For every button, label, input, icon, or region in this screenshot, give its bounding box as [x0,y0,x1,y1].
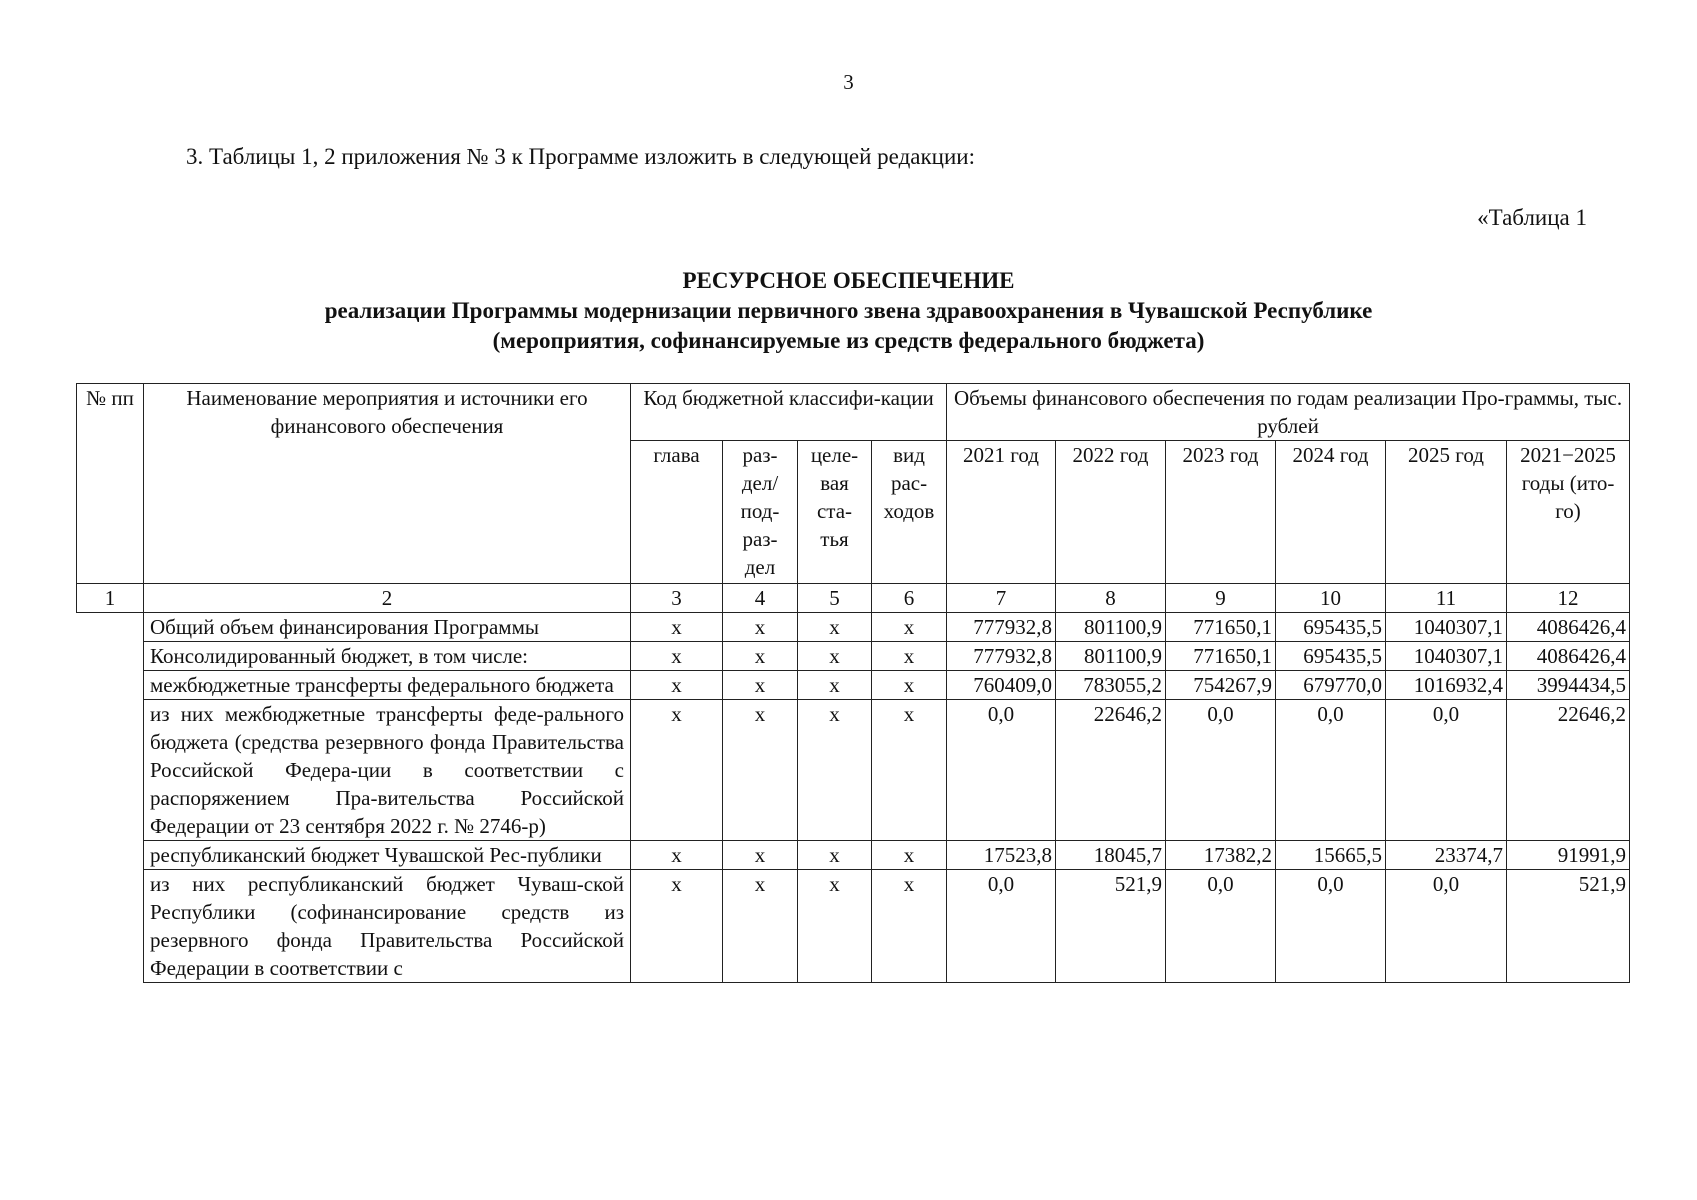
column-number: 4 [723,584,798,613]
row-name: из них республиканский бюджет Чуваш-ской Республики (софинансирование средств из резервного фонда Правительства Российской Федерации в соответствии с [144,870,631,983]
row-num [77,671,144,700]
row-code-glava: x [631,870,723,983]
table-row [77,671,1630,700]
row-code-statya: x [798,870,872,983]
row-code-glava: x [631,642,723,671]
row-num [77,642,144,671]
column-number: 1 [77,584,144,613]
row-code-vid: x [872,613,947,642]
title-line-1: РЕСУРСНОЕ ОБЕСПЕЧЕНИЕ [682,268,1015,293]
row-value-2023: 754267,9 [1166,671,1276,700]
row-value-2021: 17523,8 [947,841,1056,870]
row-name: межбюджетные трансферты федерального бюджета [144,671,631,700]
column-number: 2 [144,584,631,613]
table-row [77,870,1630,983]
column-number: 10 [1276,584,1386,613]
row-code-glava: x [631,671,723,700]
row-value-2025: 1016932,4 [1386,671,1507,700]
header-funding-group: Объемы финансового обеспечения по годам реализации Про-граммы, тыс. рублей [947,384,1630,441]
row-value-2021: 777932,8 [947,613,1056,642]
row-name: республиканский бюджет Чувашской Рес-публики [144,841,631,870]
header-num: № пп [77,384,144,584]
row-value-total: 3994434,5 [1507,671,1630,700]
row-code-glava: x [631,841,723,870]
header-code-group: Код бюджетной классифи-кации [631,384,947,441]
row-value-total: 91991,9 [1507,841,1630,870]
row-code-vid: x [872,700,947,841]
row-code-vid: x [872,870,947,983]
header-2024: 2024 год [1276,441,1386,584]
row-value-2025: 1040307,1 [1386,613,1507,642]
row-value-2022: 521,9 [1056,870,1166,983]
column-number: 8 [1056,584,1166,613]
row-value-2024: 695435,5 [1276,642,1386,671]
header-vid: вид рас-ходов [872,441,947,584]
row-value-total: 4086426,4 [1507,613,1630,642]
row-code-vid: x [872,642,947,671]
row-code-razdel: x [723,870,798,983]
row-num [77,870,144,983]
row-name: Консолидированный бюджет, в том числе: [144,642,631,671]
row-value-2023: 0,0 [1166,700,1276,841]
row-value-2022: 22646,2 [1056,700,1166,841]
header-statya: целе-вая ста-тья [798,441,872,584]
resource-table [76,383,1630,983]
row-code-statya: x [798,613,872,642]
row-code-statya: x [798,671,872,700]
row-value-2022: 801100,9 [1056,613,1166,642]
row-value-total: 22646,2 [1507,700,1630,841]
row-value-2024: 0,0 [1276,870,1386,983]
row-value-total: 521,9 [1507,870,1630,983]
table-row [77,700,1630,841]
column-number: 11 [1386,584,1507,613]
column-number: 3 [631,584,723,613]
row-num [77,700,144,841]
row-code-razdel: x [723,841,798,870]
row-name: Общий объем финансирования Программы [144,613,631,642]
row-value-2025: 0,0 [1386,870,1507,983]
row-code-vid: x [872,841,947,870]
document-title [0,266,1697,356]
row-code-vid: x [872,671,947,700]
intro-paragraph: 3. Таблицы 1, 2 приложения № 3 к Программе изложить в следующей редакции: [186,144,975,169]
row-code-glava: x [631,613,723,642]
row-code-razdel: x [723,613,798,642]
row-code-razdel: x [723,642,798,671]
header-razdel: раз-дел/под-раз-дел [723,441,798,584]
table-row [77,642,1630,671]
column-number: 5 [798,584,872,613]
table-label: «Таблица 1 [1477,205,1587,230]
row-code-statya: x [798,700,872,841]
row-name: из них межбюджетные трансферты феде-рального бюджета (средства резервного фонда Правительства Российской Федера-ции в соответствии с распоряжением Пра-вительства Российской Федерации от 23 сентября 2022 г. № 2746-р) [144,700,631,841]
row-value-2025: 1040307,1 [1386,642,1507,671]
header-2023: 2023 год [1166,441,1276,584]
header-glava: глава [631,441,723,584]
header-row-1 [77,384,1630,441]
column-number: 7 [947,584,1056,613]
column-number: 12 [1507,584,1630,613]
column-number-row [77,584,1630,613]
title-line-2: реализации Программы модернизации первичного звена здравоохранения в Чувашской Республике [324,298,1373,323]
header-2022: 2022 год [1056,441,1166,584]
row-value-2024: 679770,0 [1276,671,1386,700]
row-value-2024: 695435,5 [1276,613,1386,642]
row-value-2025: 23374,7 [1386,841,1507,870]
page-number: 3 [843,70,854,94]
row-value-2023: 0,0 [1166,870,1276,983]
table-row [77,841,1630,870]
row-code-razdel: x [723,671,798,700]
column-number: 9 [1166,584,1276,613]
row-code-statya: x [798,841,872,870]
row-value-2023: 17382,2 [1166,841,1276,870]
row-value-2021: 0,0 [947,700,1056,841]
row-num [77,841,144,870]
table-row [77,613,1630,642]
row-value-2024: 0,0 [1276,700,1386,841]
row-code-glava: x [631,700,723,841]
row-value-2021: 760409,0 [947,671,1056,700]
header-total: 2021−2025 годы (ито-го) [1507,441,1630,584]
row-value-total: 4086426,4 [1507,642,1630,671]
row-value-2024: 15665,5 [1276,841,1386,870]
row-value-2023: 771650,1 [1166,613,1276,642]
header-2025: 2025 год [1386,441,1507,584]
row-value-2021: 777932,8 [947,642,1056,671]
row-value-2022: 801100,9 [1056,642,1166,671]
row-code-razdel: x [723,700,798,841]
row-value-2023: 771650,1 [1166,642,1276,671]
title-line-3: (мероприятия, софинансируемые из средств федерального бюджета) [492,328,1205,353]
row-value-2025: 0,0 [1386,700,1507,841]
row-value-2021: 0,0 [947,870,1056,983]
header-name: Наименование мероприятия и источники его финансового обеспечения [144,384,631,584]
row-value-2022: 18045,7 [1056,841,1166,870]
row-num [77,613,144,642]
row-value-2022: 783055,2 [1056,671,1166,700]
column-number: 6 [872,584,947,613]
row-code-statya: x [798,642,872,671]
header-2021: 2021 год [947,441,1056,584]
